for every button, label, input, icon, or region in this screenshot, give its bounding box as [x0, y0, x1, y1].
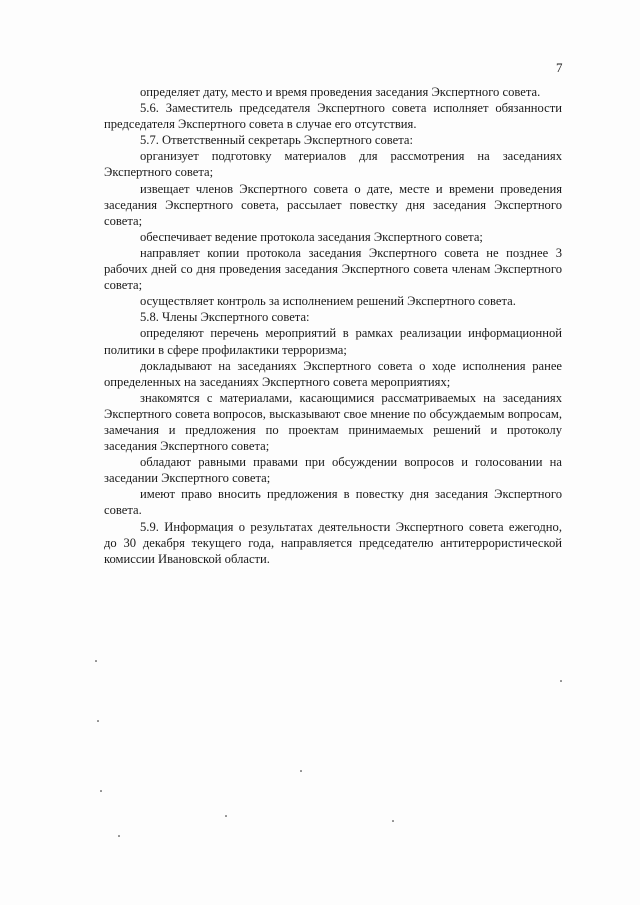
- paragraph-5-7-item-4: направляет копии протокола заседания Экспертного совета не позднее 3 рабочих дней со дня проведения заседания Экспертного совета членам Экспертного совета;: [104, 245, 562, 293]
- paragraph-5-7-item-2: извещает членов Экспертного совета о дате, месте и времени проведения заседания Экспертного совета, рассылает повестку дня заседания Экспертного совета;: [104, 181, 562, 228]
- scan-speck: [560, 680, 562, 682]
- paragraph-5-7-item-3: обеспечивает ведение протокола заседания Экспертного совета;: [140, 229, 483, 244]
- page-number: 7: [556, 60, 563, 75]
- scan-speck: [392, 820, 394, 822]
- scan-speck: [300, 770, 302, 772]
- paragraph-5-8-item-5: имеют право вносить предложения в повестку дня заседания Экспертного совета.: [104, 487, 562, 518]
- paragraph-5-7-item-5: осуществляет контроль за исполнением решений Экспертного совета.: [140, 294, 516, 309]
- paragraph-5-6: 5.6. Заместитель председателя Экспертного совета исполняет обязанности председателя Экспертного совета в случае его отсутствия.: [104, 101, 562, 132]
- paragraph-5-8-item-3: знакомятся с материалами, касающимися рассматриваемых на заседаниях Экспертного совета вопросов, высказывают свое мнение по обсуждаемым вопросам, замечания и предложения по проектам принимаемых решений и протоколу заседания Экспертного совета;: [104, 390, 562, 454]
- scan-speck: [225, 815, 227, 817]
- document-body: [104, 84, 562, 567]
- paragraph-5-5-continued: определяет дату, место и время проведения заседания Экспертного совета.: [140, 85, 541, 99]
- paragraph-5-8-item-4: обладают равными правами при обсуждении вопросов и голосовании на заседании Экспертного совета;: [104, 455, 562, 486]
- scan-speck: [95, 660, 97, 662]
- scan-speck: [100, 790, 102, 792]
- paragraph-5-9: 5.9. Информация о результатах деятельности Экспертного совета ежегодно, до 30 декабря текущего года, направляется председателю антитеррористической комиссии Ивановской области.: [104, 519, 562, 566]
- scan-speck: [118, 835, 120, 837]
- paragraph-5-7: 5.7. Ответственный секретарь Экспертного совета:: [140, 133, 414, 148]
- paragraph-5-8: 5.8. Члены Экспертного совета:: [140, 310, 310, 325]
- paragraph-5-8-item-2: докладывают на заседаниях Экспертного совета о ходе исполнения ранее определенных на заседаниях Экспертного совета мероприятиях;: [104, 358, 562, 389]
- paragraph-5-8-item-1: определяют перечень мероприятий в рамках реализации информационной политики в сфере профилактики терроризма;: [104, 326, 562, 357]
- paragraph-5-7-item-1: организует подготовку материалов для рассмотрения на заседаниях Экспертного совета;: [104, 149, 562, 180]
- scan-speck: [97, 720, 99, 722]
